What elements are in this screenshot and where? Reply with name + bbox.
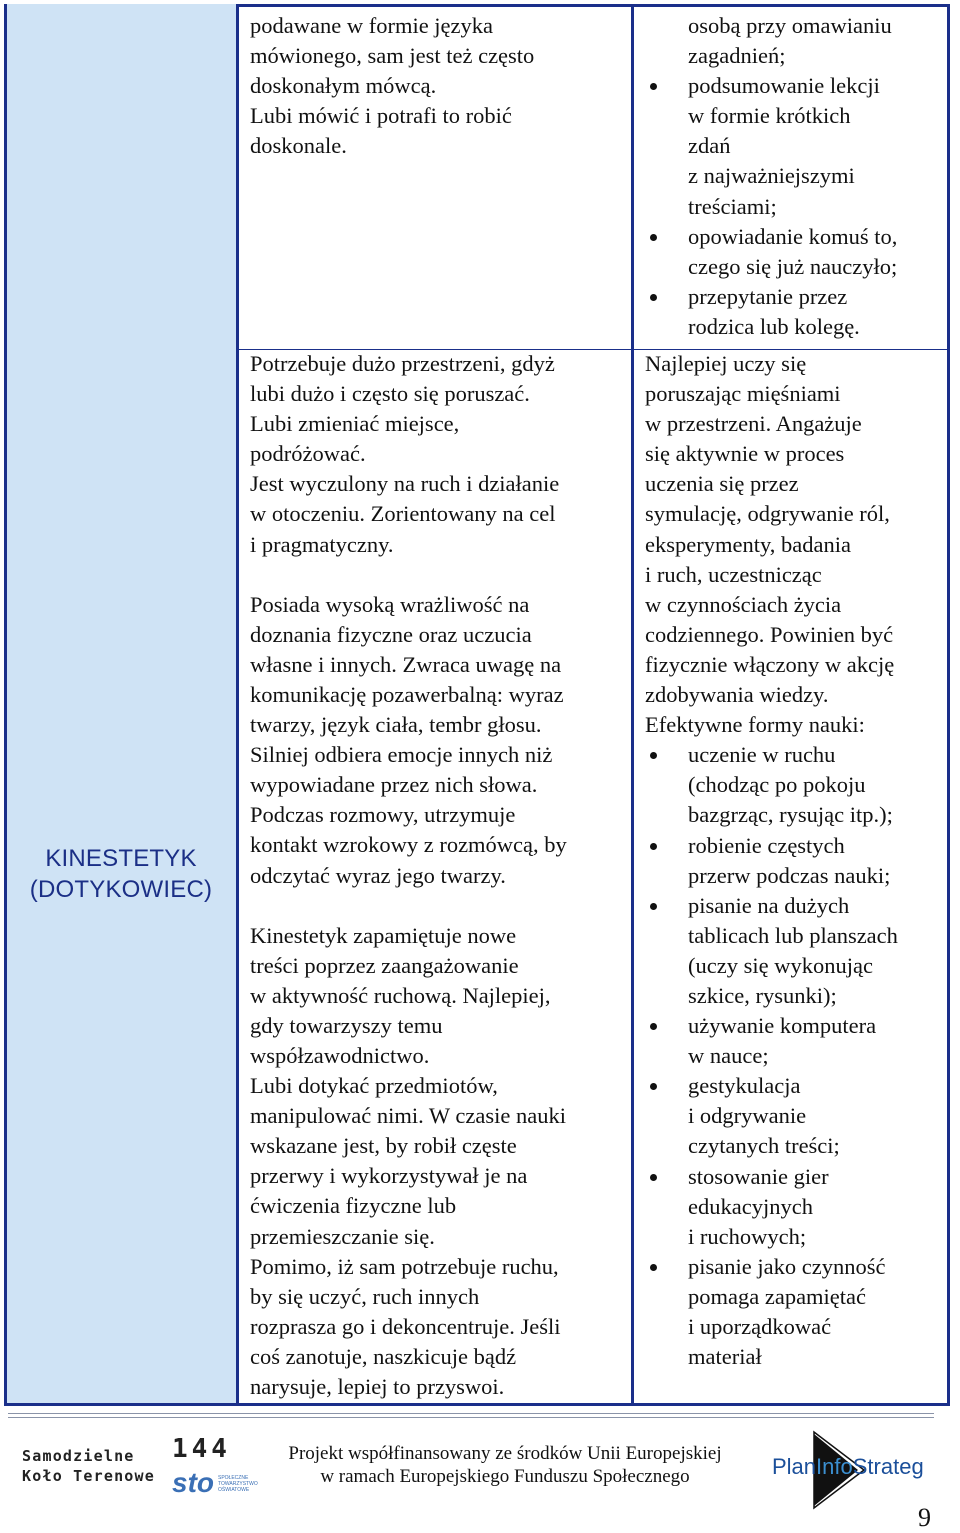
continued-bullet-list [645, 71, 945, 342]
text-line: i ruch, uczestnicząc [645, 561, 822, 587]
text-line: treści poprzez zaangażowanie [250, 952, 519, 978]
logo-text-line2: Koło Terenowe [22, 1467, 155, 1485]
kinestetyk-learning [645, 349, 945, 1372]
text-line: fizycznie włączony w akcję [645, 651, 895, 677]
text-line: się aktywnie w proces [645, 441, 845, 467]
text-line: coś zanotuje, naszkicuje bądź [250, 1343, 517, 1369]
continued-intro [645, 11, 945, 71]
paragraph-gap [250, 560, 630, 590]
text-line: i uporządkować [688, 1314, 832, 1339]
list-item [645, 740, 945, 830]
text-line: wypowiadane przez nich słowa. [250, 772, 538, 798]
text-line: manipulować nimi. W czasie nauki [250, 1103, 566, 1129]
text-line: i odgrywanie [688, 1103, 807, 1129]
text-line: mówionego, sam jest też często [250, 43, 535, 69]
text-line: współzawodnictwo. [250, 1042, 430, 1068]
text-line: komunikację pozawerbalną: wyraz [250, 681, 564, 707]
text-line: pisanie jako czynność [688, 1253, 886, 1279]
text-line: (uczy się wykonując [688, 952, 873, 978]
text-line: Pomimo, iż sam potrzebuje ruchu, [250, 1253, 559, 1279]
learning-forms-list [645, 740, 945, 1372]
text-line: doznania fizyczne oraz uczucia [250, 621, 532, 647]
text-line: Lubi dotykać przedmiotów, [250, 1073, 498, 1099]
text-line: robienie częstych [688, 832, 845, 858]
footer-divider [8, 1413, 934, 1414]
list-item [645, 1011, 945, 1071]
paragraph-gap [250, 891, 630, 921]
text-line: edukacyjnych [688, 1193, 813, 1219]
text-line: gdy towarzyszy temu [250, 1012, 443, 1038]
text-line: własne i innych. Zwraca uwagę na [250, 651, 562, 677]
text-line: szkice, rysunki); [688, 982, 837, 1008]
text-line: gestykulacja [688, 1073, 801, 1099]
continued-description [250, 11, 630, 161]
text-line: rozprasza go i dekoncentruje. Jeśli [250, 1313, 561, 1339]
text-line: doskonałym mówcą. [250, 73, 437, 99]
text-line: Najlepiej uczy się [645, 351, 807, 376]
list-item [645, 831, 945, 891]
funding-line2: w ramach Europejskiego Funduszu Społecznego [320, 1466, 690, 1487]
text-line: narysuje, lepiej to przyswoi. [250, 1374, 505, 1399]
text-line: pomaga zapamiętać [688, 1283, 867, 1309]
category-label [8, 843, 234, 905]
text-line: Jest wyczulony na ruch i działanie [250, 471, 560, 497]
text-line: (chodząc po pokoju [688, 772, 866, 798]
text-line: z najważniejszymi [688, 163, 855, 189]
text-line: Lubi mówić i potrafi to robić [250, 103, 512, 129]
sto-logo [22, 1434, 258, 1502]
text-line: ćwiczenia fizyczne lub [250, 1193, 457, 1219]
text-line: kontakt wzrokowy z rozmówcą, by [250, 832, 567, 858]
text-line: przemieszczanie się. [250, 1223, 435, 1249]
text-line: bazgrząc, rysując itp.); [688, 802, 893, 828]
text-line: w formie krótkich [688, 103, 851, 129]
logo-wordmark-part1: Plan [772, 1454, 817, 1479]
text-line: symulację, odgrywanie ról, [645, 501, 890, 527]
text-line: Kinestetyk zapamiętuje nowe [250, 922, 517, 948]
text-line: przepytanie przez [688, 283, 848, 309]
svg-text:OŚWIATOWE: OŚWIATOWE [218, 1487, 250, 1493]
list-item [645, 1071, 945, 1161]
text-line: i ruchowych; [688, 1223, 807, 1249]
list-item [645, 282, 945, 342]
text-line: materiał [688, 1344, 762, 1370]
text-line: rodzica lub kolegę. [688, 313, 860, 339]
category-label-line2: (DOTYKOWIEC) [29, 876, 213, 903]
text-line: Posiada wysoką wrażliwość na [250, 591, 530, 617]
text-line: zdań [688, 133, 731, 159]
text-line: Silniej odbiera emocje innych niż [250, 742, 553, 768]
column-divider-1 [236, 4, 239, 1406]
sto-emblem-icon [172, 1466, 258, 1498]
svg-text:SPOŁECZNE: SPOŁECZNE [218, 1475, 249, 1481]
text-line: osobą przy omawianiu [688, 13, 892, 38]
logo-text-line1: Samodzielne [22, 1447, 135, 1465]
text-line: Lubi zmieniać miejsce, [250, 411, 460, 437]
text-line: w otoczeniu. Zorientowany na cel [250, 501, 556, 527]
text-line: odczytać wyraz jego twarzy. [250, 862, 506, 888]
text-line: podróżować. [250, 441, 366, 467]
text-line: by się uczyć, ruch innych [250, 1283, 480, 1309]
text-line: Potrzebuje dużo przestrzeni, gdyż [250, 351, 555, 376]
text-line: używanie komputera [688, 1013, 877, 1039]
list-item [645, 1252, 945, 1372]
svg-text:sto: sto [172, 1467, 214, 1498]
planinfostrateg-logo [772, 1432, 932, 1508]
text-line: poruszając mięśniami [645, 381, 841, 407]
text-line: lubi dużo i często się poruszać. [250, 381, 530, 407]
text-line: uczenie w ruchu [688, 742, 836, 768]
text-line: przerwy i wykorzystywał je na [250, 1163, 528, 1189]
list-item [645, 891, 945, 1011]
text-line: przerw podczas nauki; [688, 862, 891, 888]
text-line: podawane w formie języka [250, 13, 494, 38]
category-label-line1: KINESTETYK [45, 845, 197, 872]
text-line: w aktywność ruchową. Najlepiej, [250, 982, 551, 1008]
list-item [645, 1162, 945, 1252]
text-line: Podczas rozmowy, utrzymuje [250, 802, 516, 828]
text-line: podsumowanie lekcji [688, 73, 880, 99]
logo-wordmark [772, 1454, 924, 1480]
footer-divider [8, 1417, 934, 1418]
column-divider-2 [631, 4, 634, 1406]
logo-number: 144 [172, 1434, 231, 1464]
continued-learning [645, 11, 945, 342]
svg-text:TOWARZYSTWO: TOWARZYSTWO [218, 1481, 258, 1487]
text-line: wskazane jest, by robił częste [250, 1133, 517, 1159]
list-item [645, 71, 945, 221]
text-line: twarzy, język ciała, tembr głosu. [250, 712, 542, 738]
text-line: eksperymenty, badania [645, 531, 851, 557]
text-line: zagadnień; [688, 43, 786, 69]
text-line: zdobywania wiedzy. [645, 682, 829, 708]
list-item [645, 222, 945, 282]
text-line: i pragmatyczny. [250, 531, 394, 557]
text-line: tablicach lub planszach [688, 922, 898, 948]
text-line: w przestrzeni. Angażuje [645, 411, 862, 437]
text-line: Efektywne formy nauki: [645, 712, 865, 738]
logo-wordmark-part2: Info [816, 1454, 853, 1479]
text-line: codziennego. Powinien być [645, 621, 894, 647]
text-line: uczenia się przez [645, 471, 799, 497]
text-line: w nauce; [688, 1043, 769, 1069]
logo-wordmark-part3: Strateg [852, 1454, 924, 1479]
page-number: 9 [918, 1503, 931, 1532]
funding-note [270, 1442, 740, 1488]
text-line: czego się już nauczyło; [688, 253, 898, 279]
text-line: stosowanie gier [688, 1163, 829, 1189]
category-column [4, 4, 238, 1406]
text-line: w czynnościach życia [645, 591, 842, 617]
funding-line1: Projekt współfinansowany ze środków Unii Europejskiej [288, 1443, 722, 1464]
text-line: doskonale. [250, 133, 347, 159]
text-line: pisanie na dużych [688, 892, 850, 918]
text-line: opowiadanie komuś to, [688, 223, 898, 249]
kinestetyk-description [250, 349, 630, 1402]
text-line: treściami; [688, 193, 777, 219]
text-line: czytanych treści; [688, 1133, 840, 1159]
